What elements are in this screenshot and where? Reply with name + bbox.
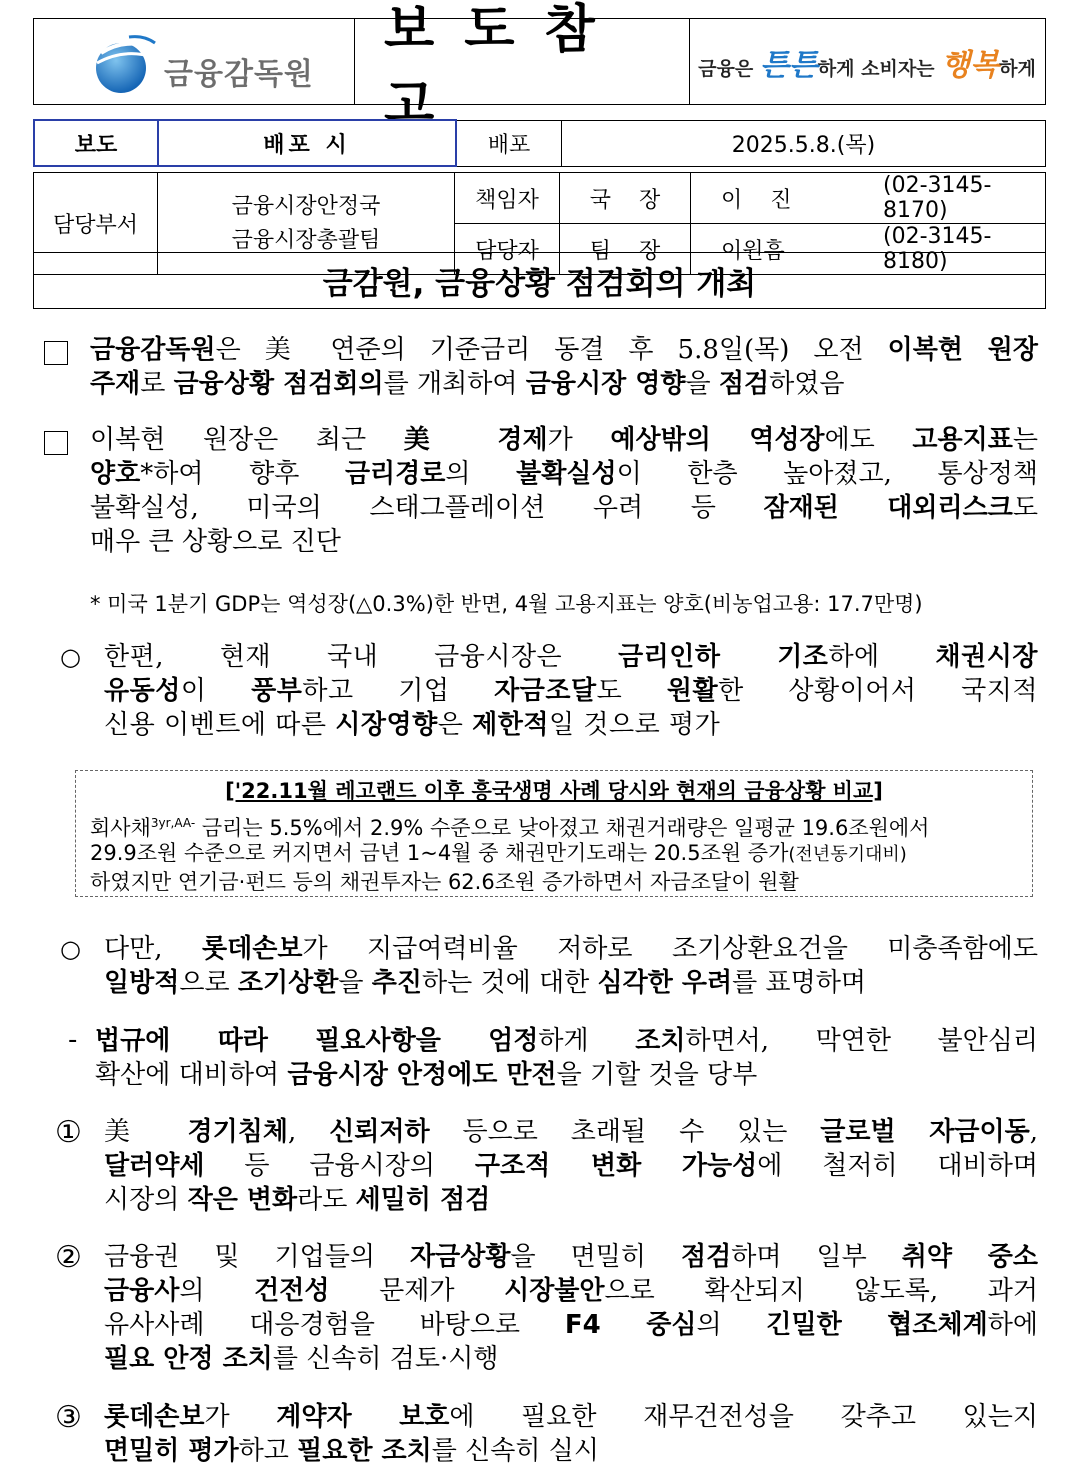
text-line [90,367,1038,401]
bold-run: 금융감독원 [90,335,216,365]
doc-type-cell [354,0,690,135]
item-2 [104,1240,1038,1376]
comparison-line-2: 29.9조원 수준으로 커지면서 금년 1~4월 중 채권만기도래는 20.5조원 증가(전년동기대비) [90,841,907,865]
circle-bullet-icon: ○ [60,935,81,963]
bold-run: 금융시장 안정에도 만전 [287,1060,557,1090]
text-run: , [288,1117,330,1147]
text-run: 을 [338,968,372,998]
text-run: 는 [1012,425,1038,455]
bold-run: 롯데손보 [201,934,303,964]
bold-run: 풍부 [251,676,303,706]
text-run: 매우 큰 상황으로 진단 [90,527,341,557]
bold-run: 채권시장 [935,642,1039,672]
phone-1: (02-3145-8170) [871,173,1046,224]
bold-run: 금융상황 점검회의 [173,369,384,399]
paragraph-4 [104,932,1038,1000]
text-run: 다만, [104,934,202,964]
bold-run: 추진 [371,968,422,998]
bold-run: 조기상환 [237,968,339,998]
bold-run: F4 중심 [564,1310,697,1340]
text-run: * [140,459,154,489]
text-run: 하여 향후 [153,459,345,489]
comparison-line-3: 하였지만 연기금·펀드 등의 채권투자는 62.6조원 증가하면서 자금조달이 원활 [90,870,799,894]
text-run: 을 면밀히 [510,1242,681,1272]
bold-run: 신뢰저하 [329,1117,430,1147]
text-run: 하며 일부 [731,1242,902,1272]
report-label: 보도 [34,120,158,166]
text-line [104,708,1038,742]
bold-run: 불확실성 [516,459,617,489]
dept-2: 금융시장총괄팀 [231,227,381,253]
bold-run: 면밀히 평가 [104,1436,239,1466]
text-run: 에 필요한 재무건전성을 갖추고 있는지 [449,1402,1038,1432]
text-run: 을 [685,369,719,399]
text-line [104,1274,1038,1308]
text-run: 으로 [179,968,238,998]
bold-run: 점검 [718,369,770,399]
press-header [33,0,1046,135]
slogan-em1: 튼튼 [759,47,818,83]
text-line [90,457,1038,491]
text-run: 하면서, 막연한 불안심리 [685,1026,1038,1056]
bold-run: 금리경로 [344,459,446,489]
bold-run: 시장영향 [335,710,438,740]
text-run: 하는 것에 대한 [421,968,598,998]
bold-run: 계약자 보호 [276,1402,450,1432]
text-run: , [1029,1117,1038,1147]
bold-run: 유동성 [104,676,181,706]
text-run: 가 지급여력비율 저하로 조기상환요건을 미충족함에도 [302,934,1038,964]
text-run: 은 美 연준의 기준금리 동결 후 5.8일(목) 오전 [215,335,888,365]
bold-run: 금융시장 영향 [525,369,686,399]
text-run: 을 기할 것을 당부 [556,1060,758,1090]
bold-run: 건전성 [254,1276,330,1306]
text-line [90,333,1038,367]
bold-run: 경기침체 [187,1117,289,1147]
text-run: 를 표명하며 [732,968,866,998]
text-run: 의 [696,1310,767,1340]
paragraph-5 [95,1024,1038,1092]
text-run: 신용 이벤트에 따른 [104,710,336,740]
text-run: 에 철저히 대비하며 [757,1151,1038,1181]
slogan-mid: 하게 소비자는 [817,57,935,80]
item-3 [104,1400,1038,1468]
text-run: 이복현 원장은 최근 [90,425,404,455]
bold-run: 자금상황 [409,1242,511,1272]
bold-run: 점검 [680,1242,732,1272]
bold-run: 글로벌 자금이동 [820,1117,1030,1147]
text-run: 하에 [828,642,936,672]
text-line [104,1240,1038,1274]
text-line [95,1058,1038,1092]
bold-run: 취약 중소 [901,1242,1038,1272]
text-run: 의 [179,1276,255,1306]
text-line [90,491,1038,525]
dist-value: 2025.5.8.(목) [562,120,1046,166]
text-run: 금융권 및 기업들의 [104,1242,410,1272]
paragraph-2 [90,423,1038,559]
bold-run: 양호 [90,459,141,489]
name-2: 이원흠 [691,224,872,275]
bold-run: 잠재된 대외리스크 [763,493,1013,523]
fss-logo-icon [89,33,159,95]
bold-run: 롯데손보 [104,1402,205,1432]
text-run: 가 [204,1402,277,1432]
text-run: 한편, 현재 국내 금융시장은 [104,642,619,672]
bold-run: 예상밖의 역성장 [610,425,825,455]
slogan-cell [689,19,1045,104]
release-info-table [33,119,1046,167]
item-3-number: ③ [55,1400,82,1435]
text-run: 문제가 [329,1276,505,1306]
text-line [104,674,1038,708]
bold-run: 달러약세 [104,1151,205,1181]
text-line [104,1400,1038,1434]
text-run: 로 [140,369,174,399]
dept-label: 담당부서 [34,173,158,275]
text-line [104,1183,1038,1217]
bold-run: 구조적 변화 가능성 [474,1151,758,1181]
bold-run: 법규에 따라 필요사항을 엄정 [95,1026,539,1056]
item-1-number: ① [55,1115,82,1150]
text-run: 은 [437,710,473,740]
text-run: 하에 [987,1310,1038,1340]
role-2: 담당자 [455,224,560,275]
text-line [104,1342,1038,1376]
dist-label: 배포 [456,120,562,166]
title-2: 팀 장 [560,224,691,275]
bold-run: 고용지표 [912,425,1013,455]
text-run: 美 [104,1117,188,1147]
text-line [104,1149,1038,1183]
bold-run: 필요 안정 조치 [104,1344,273,1374]
text-run: 를 신속히 검토·시행 [272,1344,499,1374]
bold-run: 심각한 우려 [597,968,733,998]
paragraph-3 [104,640,1038,742]
text-run: 등으로 초래될 수 있는 [429,1117,821,1147]
slogan-em2: 행복 [941,47,1000,83]
role-1: 책임자 [455,173,560,224]
text-run: 이 [180,676,252,706]
phone-2: (02-3145-8180) [871,224,1046,275]
text-run: 에도 [824,425,913,455]
text-run: 하고 [238,1436,298,1466]
circle-bullet-icon: ○ [60,643,81,671]
text-run: 등 금융시장의 [204,1151,475,1181]
bold-run: 자금조달 [494,676,597,706]
text-line [104,640,1038,674]
paragraph-1 [90,333,1038,401]
text-line [90,423,1038,457]
text-line [104,932,1038,966]
comparison-title: ['22.11월 레고랜드 이후 흥국생명 사례 당시와 현재의 금융상황 비교] [225,779,883,803]
checkbox-bullet-icon [44,341,68,365]
text-run: 하였음 [769,369,845,399]
text-run: 확산에 대비하여 [95,1060,288,1090]
bold-run: 금융사 [104,1276,180,1306]
bold-run: 일방적 [104,968,180,998]
bold-run: 제한적 [472,710,549,740]
text-run: 유사사례 대응경험을 바탕으로 [104,1310,565,1340]
text-line [90,525,1038,559]
text-run: 시장의 [104,1185,188,1215]
bold-run: 금리인하 기조 [618,642,829,672]
item-2-number: ② [55,1240,82,1275]
text-run: 를 개최하여 [383,369,526,399]
text-run: 일 것으로 평가 [548,710,721,740]
bold-run: 시장불안 [504,1276,605,1306]
text-run: 한 상황이어서 국지적 [718,676,1038,706]
report-value: 배포 시 [158,120,456,166]
text-line [104,966,1038,1000]
dash-bullet: - [68,1025,78,1055]
text-run: 를 신속히 실시 [431,1436,600,1466]
bold-run: 작은 변화 [187,1185,298,1215]
text-line [104,1308,1038,1342]
bold-run: 조치 [635,1026,686,1056]
text-run: 이 한층 높아졌고, 통상정책 [616,459,1038,489]
text-run: 의 [445,459,517,489]
text-run: 도 [1012,493,1039,523]
checkbox-bullet-icon [44,431,68,455]
slogan-suffix: 하게 [999,57,1036,80]
text-run: 가 [547,425,611,455]
doc-type-title: 보도참고 [384,0,625,135]
comparison-box [75,770,1033,897]
org-name: 금융감독원 [164,57,314,92]
comparison-line-1: 회사채$^{3yr,AA-}$ 금리는 5.5%에서 2.9% 수준으로 낮아졌고 채권거래량은 일평균 19.6조원에서 [90,816,930,840]
text-run: 으로 확산되지 않도록, 과거 [604,1276,1038,1306]
text-line [104,1434,1038,1468]
text-line [104,1115,1038,1149]
bold-run: 이복현 원장 [887,335,1038,365]
footnote: * 미국 1분기 GDP는 역성장(△0.3%)한 반면, 4월 고용지표는 양호(비농업고용: 17.7만명) [90,592,923,616]
name-1: 이 진 [691,173,872,224]
text-line [95,1024,1038,1058]
logo-cell [34,19,355,104]
text-run: 불확실성, 미국의 스태그플레이션 우려 등 [90,493,764,523]
text-run: 하고 기업 [302,676,495,706]
bold-run: 긴밀한 협조체계 [766,1310,988,1340]
bold-run: 원활 [666,676,719,706]
text-run: 하게 [538,1026,636,1056]
title-1: 국 장 [560,173,691,224]
dept-1: 금융시장안정국 [231,193,381,219]
headline: 금감원, 금융상황 점검회의 개최 [33,252,1046,309]
text-run: 도 [596,676,667,706]
text-run: 라도 [297,1185,356,1215]
bold-run: 필요한 조치 [297,1436,432,1466]
bold-run: 주재 [90,369,141,399]
item-1 [104,1115,1038,1217]
bold-run: 美 경제 [403,425,548,455]
slogan [698,40,1036,84]
bold-run: 세밀히 점검 [355,1185,491,1215]
slogan-prefix: 금융은 [698,57,754,80]
